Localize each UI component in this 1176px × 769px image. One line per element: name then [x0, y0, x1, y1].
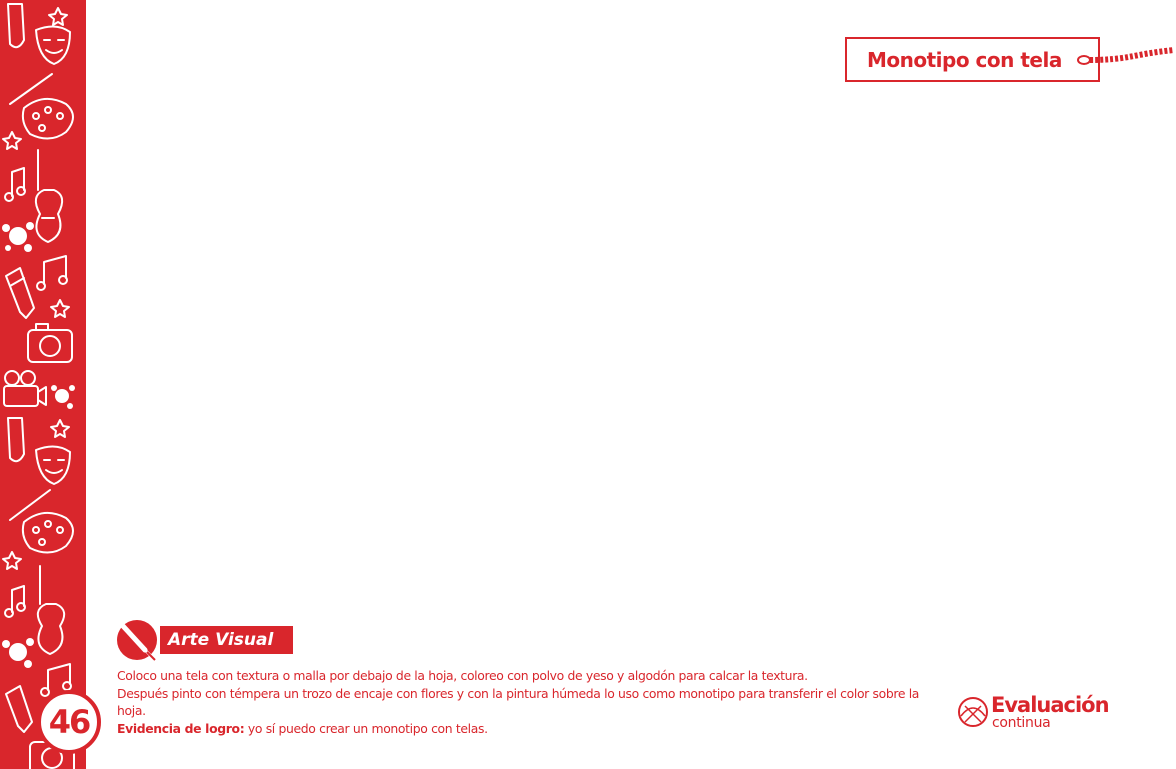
pencil-icon [6, 686, 32, 732]
theater-mask-icon [36, 26, 70, 64]
paintbrush-icon [115, 618, 159, 662]
pencil-icon [6, 268, 34, 318]
globe-icon [957, 696, 989, 728]
star-icon [51, 300, 69, 317]
instructions [117, 667, 937, 737]
star-icon [3, 132, 21, 149]
palette-icon [10, 74, 73, 139]
evaluation-subtitle: continua [992, 715, 1051, 731]
evidence-line [117, 720, 937, 738]
violin-icon [36, 150, 62, 242]
star-icon [3, 552, 21, 569]
decorative-sidebar [0, 0, 86, 769]
ballet-shoe-icon [8, 418, 24, 461]
star-icon [51, 420, 69, 437]
evidence-label: Evidencia de logro: [117, 720, 245, 736]
violin-icon [38, 566, 64, 654]
page-number: 46 [37, 690, 101, 754]
instruction-line: Después pinto con témpera un trozo de encaje con flores y con la pintura húmeda lo uso como monotipo para transferir el color sobre la hoja. [117, 685, 920, 718]
page-title: Monotipo con tela [845, 37, 1100, 82]
evidence-text: yo sí puedo crear un monotipo con telas. [244, 720, 488, 736]
tag-cord-icon [1074, 46, 1176, 72]
camera-icon [28, 324, 72, 362]
instruction-line: Coloco una tela con textura o malla por debajo de la hoja, coloreo con polvo de yeso y algodón para calcar la textura. [117, 668, 808, 683]
theater-mask-icon [36, 446, 70, 484]
evaluation-badge [957, 693, 1109, 733]
music-note-icon [5, 168, 25, 201]
music-note-icon [37, 256, 67, 290]
evaluation-title: Evaluación [991, 693, 1109, 717]
palette-icon [10, 490, 73, 553]
paint-splash-icon [51, 385, 75, 409]
star-icon [49, 8, 67, 25]
paint-splash-icon [2, 638, 34, 668]
film-camera-icon [4, 371, 46, 406]
ballet-shoe-icon [8, 4, 24, 47]
music-note-icon [5, 586, 25, 617]
section-label: Arte Visual [160, 626, 293, 654]
paint-splash-icon [2, 222, 34, 252]
